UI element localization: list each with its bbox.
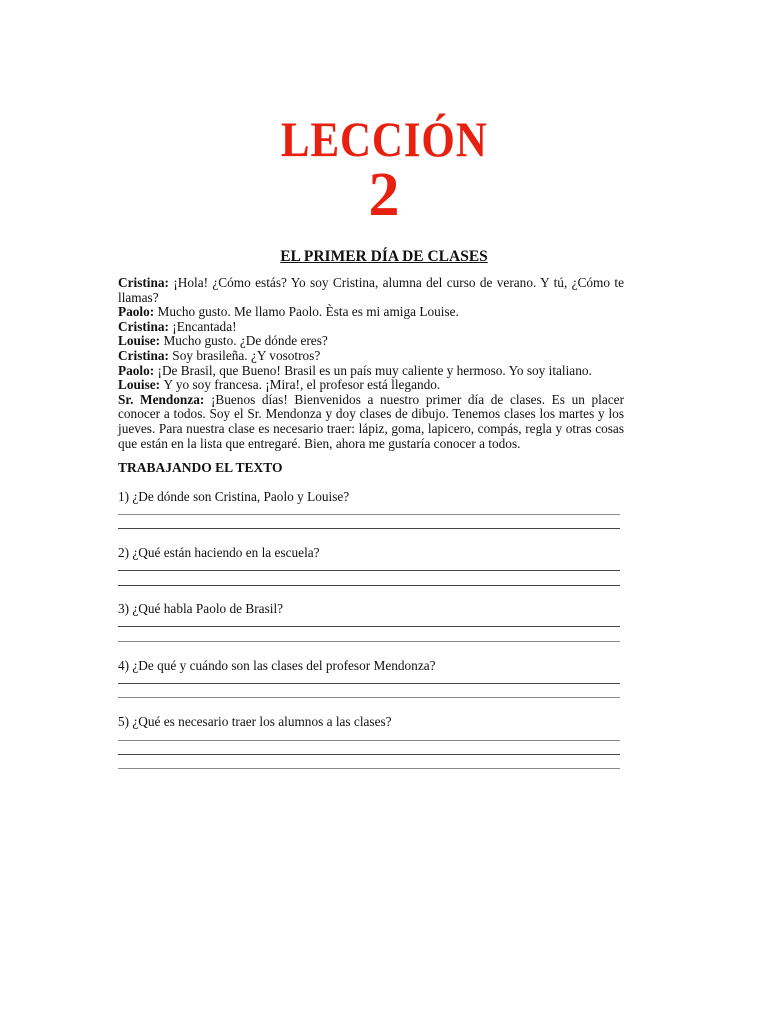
dialogue-line — [118, 305, 624, 320]
speaker-name: Cristina: — [118, 347, 169, 363]
answer-line[interactable] — [118, 626, 620, 627]
speaker-name: Cristina: — [118, 275, 169, 290]
speaker-name: Paolo: — [118, 362, 155, 378]
dialogue-speech: Soy brasileña. ¿Y vosotros? — [172, 347, 321, 363]
dialogue-text — [118, 276, 624, 451]
question-4: 4) ¿De qué y cuándo son las clases del profesor Mendonza? — [118, 658, 436, 673]
dialogue-speech: ¡Hola! ¿Cómo estás? Yo soy Cristina, alumna del curso de verano. Y tú, ¿Cómo te llamas? — [118, 275, 624, 305]
speaker-name: Cristina: — [118, 318, 169, 334]
answer-line[interactable] — [118, 641, 620, 642]
dialogue-line — [118, 276, 624, 305]
speaker-name: Louise: — [118, 377, 161, 393]
reading-title — [0, 247, 768, 267]
dialogue-line — [118, 393, 624, 451]
answer-line[interactable] — [118, 585, 620, 586]
dialogue-line — [118, 334, 624, 349]
answer-line[interactable] — [118, 697, 620, 698]
dialogue-line — [118, 320, 624, 335]
answer-line[interactable] — [118, 570, 620, 571]
dialogue-line — [118, 364, 624, 379]
answer-line[interactable] — [118, 754, 620, 755]
question-2: 2) ¿Qué están haciendo en la escuela? — [118, 545, 320, 560]
reading-title-text: EL PRIMER DÍA DE CLASES — [280, 248, 488, 265]
exercise-title: TRABAJANDO EL TEXTO — [118, 460, 283, 475]
answer-line[interactable] — [118, 528, 620, 529]
dialogue-speech: Y yo soy francesa. ¡Mira!, el profesor está llegando. — [163, 377, 441, 393]
answer-line[interactable] — [118, 514, 620, 515]
question-3: 3) ¿Qué habla Paolo de Brasil? — [118, 601, 284, 616]
dialogue-speech: Mucho gusto. ¿De dónde eres? — [163, 333, 328, 349]
dialogue-line — [118, 378, 624, 393]
dialogue-speech: ¡De Brasil, que Bueno! Brasil es un país muy caliente y hermoso. Yo soy italiano. — [157, 362, 592, 378]
answer-line[interactable] — [118, 740, 620, 741]
speaker-name: Sr. Mendonza: — [118, 391, 205, 407]
question-5: 5) ¿Qué es necesario traer los alumnos a las clases? — [118, 714, 392, 729]
dialogue-line — [118, 349, 624, 364]
lesson-title: LECCIÓN — [280, 111, 488, 167]
question-1: 1) ¿De dónde son Cristina, Paolo y Louise? — [118, 489, 350, 504]
answer-line[interactable] — [118, 683, 620, 684]
dialogue-speech: Mucho gusto. Me llamo Paolo. Èsta es mi amiga Louise. — [157, 304, 459, 320]
answer-line[interactable] — [118, 768, 620, 769]
lesson-number: 2 — [368, 161, 400, 229]
dialogue-speech: ¡Encantada! — [172, 318, 237, 334]
dialogue-speech: ¡Buenos días! Bienvenidos a nuestro primer día de clases. Es un placer conocer a todos. Soy el Sr. Mendonza y doy clases de dibujo. Tenemos clases los martes y los jueves. Para nuestra clase es necesario traer: lápiz, goma, lapicero, compás, regla y otras cosas que están en la lista que entregaré. Bien, ahora me gustaría conocer a todos. — [118, 391, 625, 451]
speaker-name: Paolo: — [118, 304, 155, 320]
speaker-name: Louise: — [118, 333, 161, 349]
